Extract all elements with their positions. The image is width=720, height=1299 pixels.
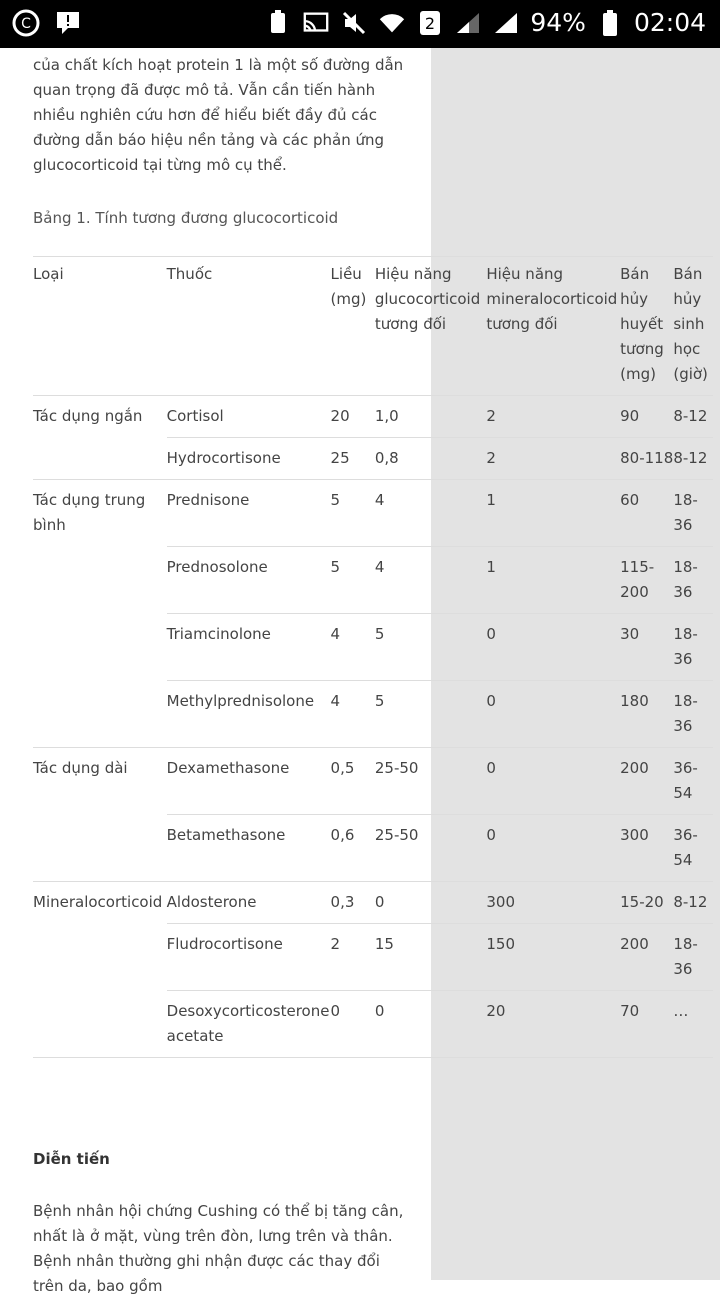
table-cell: 2	[486, 396, 620, 438]
table-cell: 90	[620, 396, 673, 438]
table-cell: 36-54	[673, 815, 713, 882]
cast-icon	[302, 9, 330, 37]
table-cell: Desoxycorticosterone acetate	[167, 991, 331, 1058]
table-cell: Prednosolone	[167, 547, 331, 614]
recycle-battery-icon	[264, 9, 292, 37]
table-cell: 20	[331, 396, 375, 438]
table-cell: Triamcinolone	[167, 614, 331, 681]
table-cell: 4	[375, 480, 487, 547]
battery-icon	[596, 9, 624, 37]
table-cell: Hydrocortisone	[167, 438, 331, 480]
table-header-row	[33, 257, 713, 396]
table-cell	[33, 815, 167, 882]
header-cell: Liều (mg)	[330, 265, 367, 308]
table-cell: 115-200	[620, 547, 673, 614]
table-cell: Fludrocortisone	[167, 924, 331, 991]
table-cell: 0	[486, 614, 620, 681]
header-cell: Bán hủy huyết tương (mg)	[620, 265, 664, 383]
battery-percent: 94%	[530, 8, 586, 37]
table-cell: Tác dụng dài	[33, 748, 167, 815]
table-row	[33, 396, 713, 438]
wifi-icon	[378, 9, 406, 37]
glucocorticoid-table	[33, 256, 713, 1058]
table-cell: 4	[375, 547, 487, 614]
section-title: Diễn tiến	[33, 1150, 110, 1168]
signal-2-icon	[492, 9, 520, 37]
table-cell: 8-12	[673, 882, 713, 924]
alert-icon	[54, 9, 82, 37]
table-cell: 5	[375, 681, 487, 748]
table-cell: 0	[486, 815, 620, 882]
table-cell: 8-12	[673, 438, 713, 480]
table-cell: 300	[620, 815, 673, 882]
table-cell	[33, 438, 167, 480]
table-cell	[33, 924, 167, 991]
table-row	[33, 681, 713, 748]
table-row	[33, 614, 713, 681]
table-cell: …	[673, 991, 713, 1058]
table-row	[33, 547, 713, 614]
table-row	[33, 882, 713, 924]
table-cell: Cortisol	[167, 396, 331, 438]
table-cell: 15-20	[620, 882, 673, 924]
section-paragraph: Bệnh nhân hội chứng Cushing có thể bị tăng cân, nhất là ở mặt, vùng trên đòn, lưng trên và thân. Bệnh nhân thường ghi nhận được các thay đổi trên da, bao gồm	[33, 1202, 404, 1295]
table-cell: 5	[375, 614, 487, 681]
article-content	[33, 48, 713, 1295]
table-cell: 18-36	[673, 480, 713, 547]
status-bar	[0, 0, 720, 48]
table-cell: 8-12	[673, 396, 713, 438]
table-row	[33, 438, 713, 480]
c-logo-icon	[12, 9, 40, 37]
table-row	[33, 991, 713, 1058]
table-cell: 25-50	[375, 815, 487, 882]
header-cell: Thuốc	[166, 265, 213, 283]
table-cell: 200	[620, 924, 673, 991]
table-cell: 20	[486, 991, 620, 1058]
table-cell: 18-36	[673, 547, 713, 614]
table-cell: 5	[331, 480, 375, 547]
table-cell: 0,8	[375, 438, 487, 480]
table-cell: 0	[375, 991, 487, 1058]
table-cell: 2	[486, 438, 620, 480]
table-cell: Tác dụng trung bình	[33, 480, 167, 547]
table-cell	[33, 547, 167, 614]
table-cell: Tác dụng ngắn	[33, 396, 167, 438]
intro-paragraph: của chất kích hoạt protein 1 là một số đường dẫn quan trọng đã được mô tả. Vẫn cần tiến hành nhiều nghiên cứu hơn để hiểu biết đầy đủ các đường dẫn báo hiệu nền tảng và các phản ứng glucocorticoid tại từng mô cụ thể.	[33, 56, 404, 174]
table-cell: 1	[486, 480, 620, 547]
table-cell: 18-36	[673, 614, 713, 681]
table-cell: 0	[375, 882, 487, 924]
table-cell	[33, 681, 167, 748]
table-cell: 15	[375, 924, 487, 991]
header-cell: Hiệu năng glucocorticoid tương đối	[374, 265, 481, 333]
table-cell: 4	[331, 614, 375, 681]
table-caption: Bảng 1. Tính tương đương glucocorticoid	[33, 209, 339, 227]
table-cell: 200	[620, 748, 673, 815]
table-cell: 0	[486, 748, 620, 815]
table-cell: Betamethasone	[167, 815, 331, 882]
table-cell: 80-118	[620, 438, 673, 480]
signal-icon	[454, 9, 482, 37]
table-cell: Mineralocorticoid	[33, 882, 167, 924]
table-cell: 18-36	[673, 924, 713, 991]
table-cell: 1,0	[375, 396, 487, 438]
table-cell: Methylprednisolone	[167, 681, 331, 748]
table-cell: Aldosterone	[167, 882, 331, 924]
table-cell: 25	[331, 438, 375, 480]
svg-text:C: C	[21, 16, 31, 32]
header-cell: Loại	[33, 265, 64, 283]
table-cell: 5	[331, 547, 375, 614]
sim-number: 2	[425, 13, 436, 33]
table-cell: 1	[486, 547, 620, 614]
table-cell: 36-54	[673, 748, 713, 815]
table-row	[33, 480, 713, 547]
mute-icon	[340, 9, 368, 37]
table-cell: 150	[486, 924, 620, 991]
clock: 02:04	[633, 8, 706, 37]
header-cell: Hiệu năng mineralocorticoid tương đối	[486, 265, 618, 333]
table-cell	[33, 991, 167, 1058]
table-row	[33, 748, 713, 815]
table-end-line	[33, 1058, 713, 1059]
table-cell: 0,5	[331, 748, 375, 815]
table-cell: 30	[620, 614, 673, 681]
table-cell: 18-36	[673, 681, 713, 748]
table-cell: 70	[620, 991, 673, 1058]
table-cell: 0,6	[331, 815, 375, 882]
header-cell: Bán hủy sinh học (giờ)	[673, 265, 708, 383]
table-cell	[33, 614, 167, 681]
table-row	[33, 924, 713, 991]
table-row	[33, 815, 713, 882]
table-cell: 0,3	[331, 882, 375, 924]
table-cell: 2	[331, 924, 375, 991]
sim-2-icon	[416, 9, 444, 37]
table-cell: 300	[486, 882, 620, 924]
table-cell: 4	[331, 681, 375, 748]
table-cell: 0	[486, 681, 620, 748]
table-cell: 60	[620, 480, 673, 547]
table-cell: Dexamethasone	[167, 748, 331, 815]
table-cell: 25-50	[375, 748, 487, 815]
table-cell: 0	[331, 991, 375, 1058]
table-cell: Prednisone	[167, 480, 331, 547]
table-cell: 180	[620, 681, 673, 748]
table-end-cell	[33, 1058, 713, 1059]
